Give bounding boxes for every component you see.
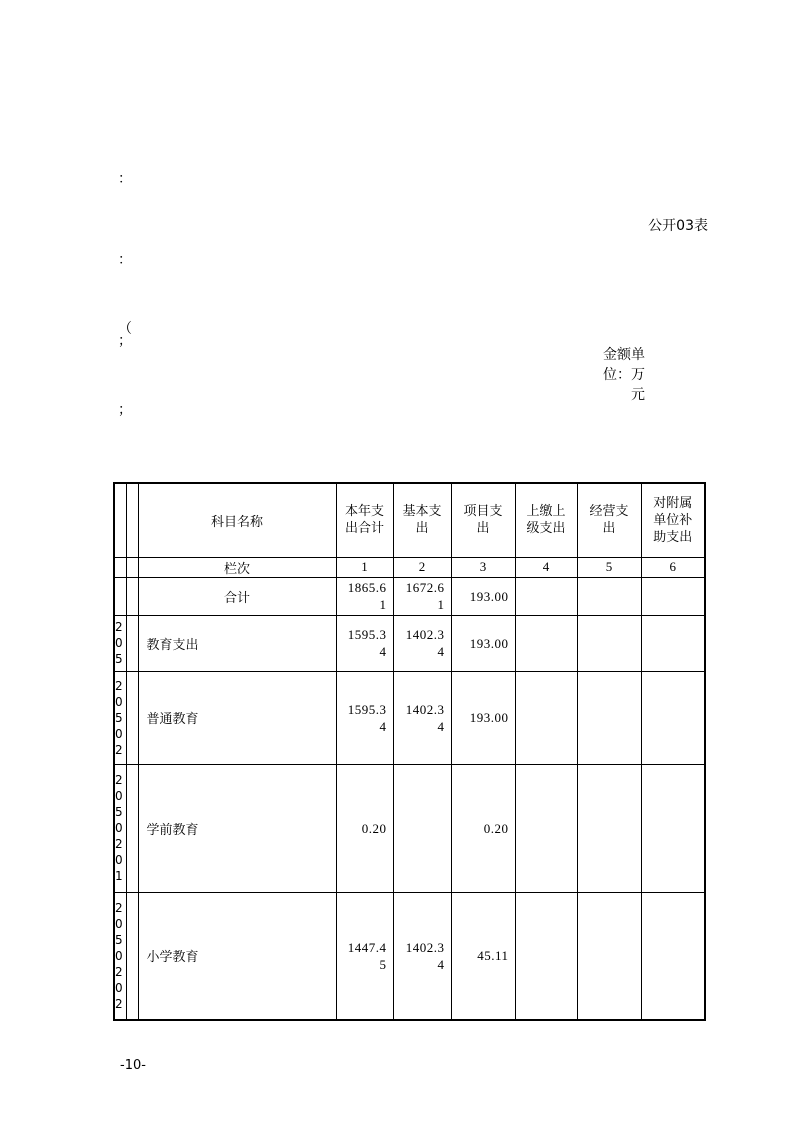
value-c2: 1402.34 (393, 615, 451, 671)
value-c4 (515, 892, 577, 1020)
spacer-cell (126, 764, 138, 892)
subject-name-header: 科目名称 (138, 483, 336, 557)
page-number: -10- (120, 1058, 146, 1073)
value-c6 (641, 615, 705, 671)
total-label: 合计 (138, 577, 336, 615)
value-c4 (515, 615, 577, 671)
code-header-cell (114, 483, 126, 557)
table-row (114, 615, 705, 671)
spacer-cell (126, 892, 138, 1020)
value-c5 (577, 615, 641, 671)
total-row (114, 577, 705, 615)
spacer-cell (126, 577, 138, 615)
colno-1: 1 (336, 557, 393, 577)
value-c5 (577, 671, 641, 764)
c4-header: 上缴上级支出 (515, 483, 577, 557)
spacer-cell (126, 557, 138, 577)
subject-name: 教育支出 (138, 615, 336, 671)
value-c1: 1447.45 (336, 892, 393, 1020)
value-c2: 1402.34 (393, 892, 451, 1020)
unit-label: 金额单位：万元 (603, 347, 645, 403)
colno-row (114, 557, 705, 577)
value-c3: 193.00 (451, 671, 515, 764)
code-cell (114, 577, 126, 615)
colno-4: 4 (515, 557, 577, 577)
colno-2: 2 (393, 557, 451, 577)
subject-name: 普通教育 (138, 671, 336, 764)
subject-code: 205 (114, 615, 126, 671)
subject-name: 学前教育 (138, 764, 336, 892)
subject-name: 小学教育 (138, 892, 336, 1020)
clipped-title-fragment-2: （ ； (118, 321, 132, 418)
value-c6 (641, 764, 705, 892)
c3-header: 项目支出 (451, 483, 515, 557)
subject-code: 20502 (114, 671, 126, 764)
value-c4 (515, 671, 577, 764)
value-c1: 1865.61 (336, 577, 393, 615)
value-c3: 193.00 (451, 577, 515, 615)
value-c2: 1402.34 (393, 671, 451, 764)
spacer-cell (126, 671, 138, 764)
value-c4 (515, 577, 577, 615)
colno-6: 6 (641, 557, 705, 577)
form-code: 公开03表 (648, 218, 708, 234)
value-c3: 193.00 (451, 615, 515, 671)
colno-3: 3 (451, 557, 515, 577)
spacer-cell (126, 615, 138, 671)
value-c4 (515, 764, 577, 892)
value-c1: 1595.34 (336, 615, 393, 671)
value-c1: 0.20 (336, 764, 393, 892)
subject-code: 2050202 (114, 892, 126, 1020)
code-cell (114, 557, 126, 577)
value-c3: 45.11 (451, 892, 515, 1020)
table-row (114, 892, 705, 1020)
table-row (114, 671, 705, 764)
expenditure-table (113, 482, 706, 1021)
value-c2: 1672.61 (393, 577, 451, 615)
value-c6 (641, 671, 705, 764)
value-c5 (577, 892, 641, 1020)
value-c5 (577, 764, 641, 892)
c5-header: 经营支出 (577, 483, 641, 557)
table-row (114, 764, 705, 892)
colno-label: 栏次 (138, 557, 336, 577)
colno-5: 5 (577, 557, 641, 577)
c6-header: 对附属单位补助支出 (641, 483, 705, 557)
value-c6 (641, 892, 705, 1020)
value-c3: 0.20 (451, 764, 515, 892)
value-c2 (393, 764, 451, 892)
table-header-row (114, 483, 705, 557)
clipped-title-fragment-1: ： ： ； (118, 171, 132, 349)
value-c6 (641, 577, 705, 615)
spacer-header-cell (126, 483, 138, 557)
value-c5 (577, 577, 641, 615)
subject-code: 2050201 (114, 764, 126, 892)
value-c1: 1595.34 (336, 671, 393, 764)
c2-header: 基本支出 (393, 483, 451, 557)
c1-header: 本年支出合计 (336, 483, 393, 557)
